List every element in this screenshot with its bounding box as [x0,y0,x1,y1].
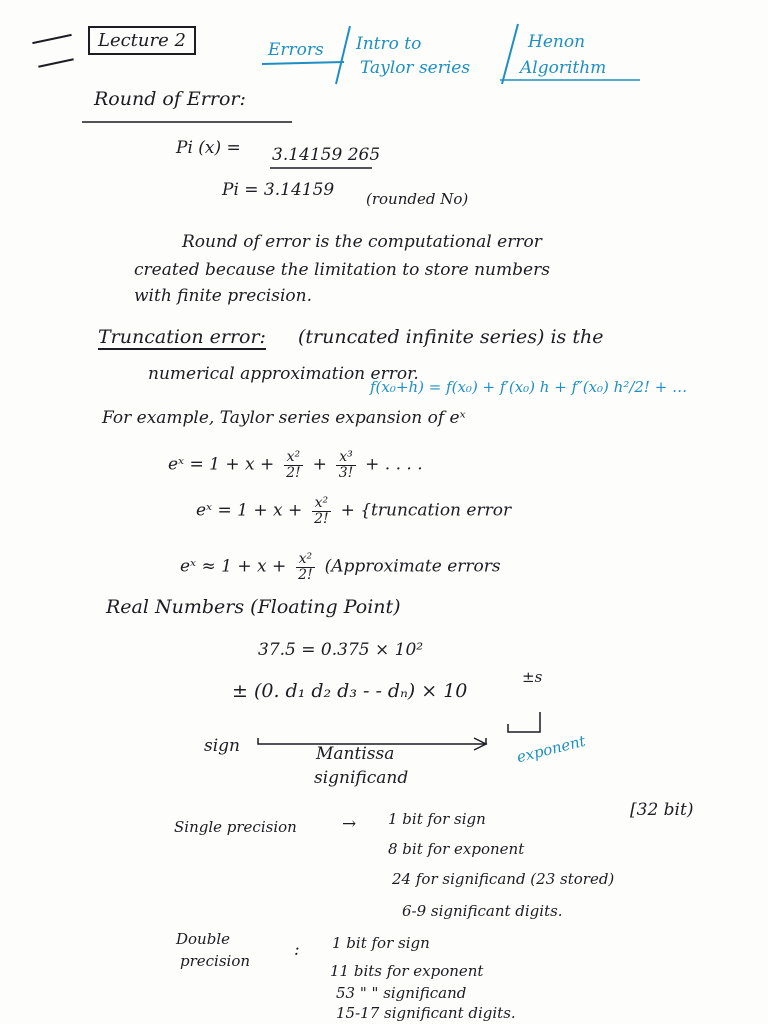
single-line-4: 6-9 significant digits. [402,902,563,920]
topic-taylor-line1: Intro to [356,34,422,54]
single-precision-arrow: → [342,814,357,834]
single-line-3: 24 for significand (23 stored) [392,870,615,888]
pi-exact: 3.14159 265 [272,145,381,165]
float-general-form: ± (0. d₁ d₂ d₃ - - dₙ) × 10 [232,680,468,702]
round-off-heading: Round of Error: [94,88,246,110]
round-off-definition-1: Round of error is the computational error [182,232,542,252]
float-example: 37.5 = 0.375 × 10² [258,640,424,660]
eq1-tail: + . . . . [365,454,423,475]
double-line-1: 1 bit for sign [332,934,430,952]
eq1-lhs: eˣ = 1 + x + [168,454,275,475]
equation-2 [196,496,511,526]
double-precision-label-1: Double [176,930,230,948]
pi-label: Pi (x) = [176,138,241,158]
mantissa-label: Mantissa [316,744,395,764]
single-bits: [32 bit) [630,800,694,820]
eq3-lhs: eˣ ≈ 1 + x + [180,556,287,577]
topic-taylor-line2: Taylor series [360,58,471,78]
eq2-lhs: eˣ = 1 + x + [196,500,303,521]
double-line-4: 15-17 significant digits. [336,1004,516,1022]
pi-rounded-note: (rounded No) [366,190,469,208]
equation-3 [180,552,501,582]
exponent-mark: ±s [522,668,543,686]
double-colon: : [294,940,300,960]
round-off-definition-2: created because the limitation to store numbers [134,260,550,280]
double-precision-label-2: precision [180,952,251,970]
taylor-formula: f(x₀+h) = f(x₀) + f′(x₀) h + f″(x₀) h²/2! + … [370,378,688,396]
eq3-tail: (Approximate errors [324,556,501,577]
truncation-definition-2: numerical approximation error. [148,364,419,384]
eq2-fraction: $\frac{\text{x²}}{2!}$ [312,496,332,526]
pi-rounded: Pi = 3.14159 [222,180,335,200]
eq1-fraction-2: $\frac{\text{x³}}{3!}$ [336,450,356,480]
real-numbers-heading: Real Numbers (Floating Point) [106,596,401,618]
truncation-heading: Truncation error: [98,326,266,348]
single-line-2: 8 bit for exponent [388,840,525,858]
exponent-label: exponent [514,731,588,767]
lecture-title: Lecture 2 [88,26,196,55]
single-precision-label: Single precision [174,818,297,836]
double-line-2: 11 bits for exponent [330,962,484,980]
topic-henon-line1: Henon [528,32,586,52]
truncation-definition-1: (truncated infinite series) is the [298,326,604,348]
double-line-3: 53 " " significand [336,984,467,1002]
taylor-example: For example, Taylor series expansion of eˣ [102,408,466,428]
significand-label: significand [314,768,409,788]
equation-1: eˣ = 1 + x + $\frac{\text{x²}}{2!}$ + $\frac{\text{x³}}{3!}$ + . . . . [168,449,423,481]
eq2-tail: + {truncation error [340,500,512,521]
topic-errors: Errors [268,40,324,60]
single-line-1: 1 bit for sign [388,810,486,828]
sign-label: sign [204,736,240,756]
topic-henon-line2: Algorithm [520,58,607,78]
eq3-fraction: $\frac{\text{x²}}{2!}$ [296,552,316,582]
round-off-definition-3: with finite precision. [134,286,312,306]
eq1-fraction-1: $\frac{\text{x²}}{2!}$ [284,450,304,480]
